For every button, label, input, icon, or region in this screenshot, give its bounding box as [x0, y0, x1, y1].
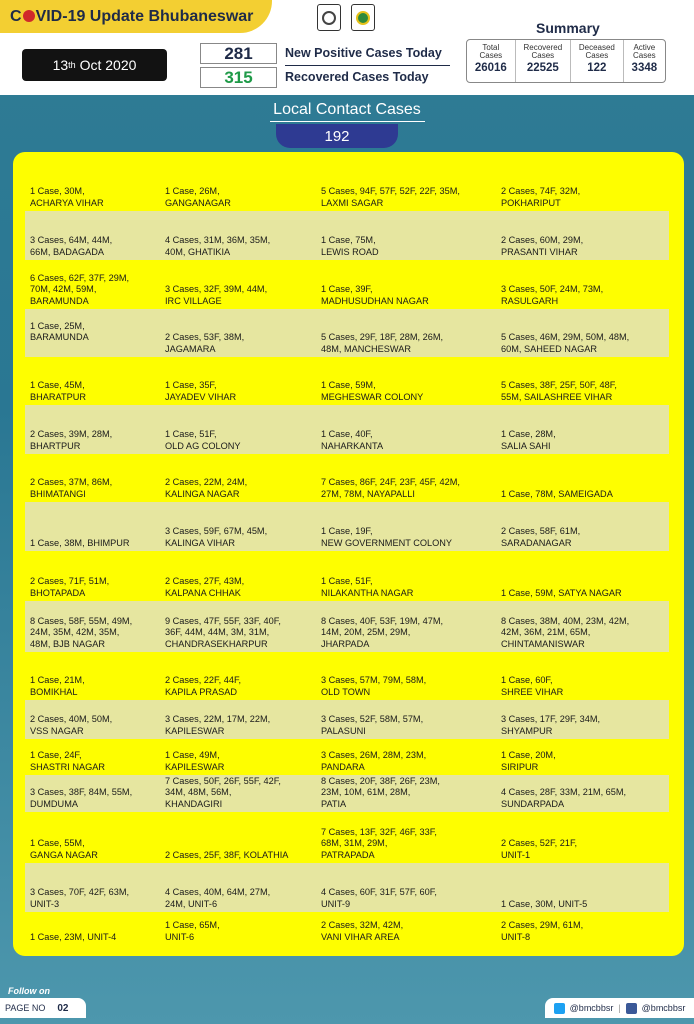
- case-text: 3 Cases, 52F, 58M, 57M, PALASUNI: [321, 714, 424, 736]
- case-text: 1 Case, 28M, SALIA SAHI: [501, 429, 556, 451]
- recovered-label: Recovered Cases Today: [285, 70, 429, 84]
- page-label: PAGE NO: [5, 1003, 46, 1013]
- case-text: 3 Cases, 50F, 24M, 73M, RASULGARH: [501, 284, 604, 306]
- case-text: 1 Case, 65M, UNIT-6: [165, 920, 220, 942]
- case-text: 5 Cases, 29F, 18F, 28M, 26M, 48M, MANCHESWAR: [321, 332, 444, 354]
- case-text: 2 Cases, 22M, 24M, KALINGA NAGAR: [165, 477, 248, 499]
- summary-cell: [624, 40, 665, 82]
- case-cell: [321, 164, 501, 211]
- case-cell: [30, 357, 160, 405]
- case-text: 2 Cases, 40M, 50M, VSS NAGAR: [30, 714, 113, 736]
- table-row: [25, 601, 669, 652]
- case-text: 4 Cases, 31M, 36M, 35M, 40M, GHATIKIA: [165, 235, 271, 257]
- case-text: 9 Cases, 47F, 55F, 33F, 40F, 36F, 44M, 44M, 3M, 31M, CHANDRASEKHARPUR: [165, 615, 281, 649]
- case-cell: [501, 211, 669, 260]
- summary-value: 122: [587, 62, 607, 74]
- municipal-logo: [351, 4, 375, 31]
- divider: [285, 65, 450, 66]
- case-cell: [321, 357, 501, 405]
- case-cell: [165, 260, 315, 309]
- table-row: [25, 260, 669, 309]
- case-cell: [501, 775, 669, 812]
- summary-label: Recovered Cases: [523, 43, 563, 60]
- case-text: 3 Cases, 59F, 67M, 45M, KALINGA VIHAR: [165, 526, 268, 548]
- case-cell: [30, 502, 160, 551]
- table-row: [25, 739, 669, 775]
- summary-label: Deceased Cases: [578, 43, 615, 60]
- case-cell: [30, 912, 160, 945]
- case-text: 1 Case, 35F, JAYADEV VIHAR: [165, 380, 237, 402]
- case-text: 1 Case, 75M, LEWIS ROAD: [321, 235, 379, 257]
- case-text: 7 Cases, 86F, 24F, 23F, 45F, 42M, 27M, 78M, NAYAPALLI: [321, 477, 460, 499]
- table-row: [25, 700, 669, 739]
- divider: [270, 121, 425, 122]
- case-text: 8 Cases, 20F, 38F, 26F, 23M, 23M, 10M, 61M, 28M, PATIA: [321, 775, 440, 809]
- case-cell: [501, 260, 669, 309]
- summary-title: Summary: [536, 20, 600, 36]
- case-cell: [501, 912, 669, 945]
- case-cell: [321, 912, 501, 945]
- page-number-tab: [0, 998, 86, 1018]
- case-cell: [30, 164, 160, 211]
- case-text: 8 Cases, 38M, 40M, 23M, 42M, 42M, 36M, 21M, 65M, CHINTAMANISWAR: [501, 615, 630, 649]
- table-row: [25, 812, 669, 863]
- case-text: 3 Cases, 64M, 44M, 66M, BADAGADA: [30, 235, 113, 257]
- case-cell: [321, 863, 501, 912]
- case-cell: [30, 211, 160, 260]
- case-cell: [501, 700, 669, 739]
- case-cell: [30, 775, 160, 812]
- case-text: 2 Cases, 22F, 44F, KAPILA PRASAD: [165, 675, 242, 697]
- case-text: 2 Cases, 32M, 42M, VANI VIHAR AREA: [321, 920, 404, 942]
- case-cell: [165, 357, 315, 405]
- case-text: 4 Cases, 40M, 64M, 27M, 24M, UNIT-6: [165, 887, 271, 909]
- case-cell: [501, 601, 669, 652]
- facebook-handle[interactable]: @bmcbbsr: [641, 1003, 686, 1013]
- case-cell: [321, 309, 501, 357]
- case-text: 3 Cases, 70F, 42F, 63M, UNIT-3: [30, 887, 130, 909]
- case-text: 1 Case, 45M, BHARATPUR: [30, 380, 86, 402]
- case-text: 1 Case, 59M, MEGHESWAR COLONY: [321, 380, 424, 402]
- case-text: 3 Cases, 38F, 84M, 55M, DUMDUMA: [30, 787, 133, 809]
- table-row: [25, 405, 669, 454]
- case-text: 2 Cases, 25F, 38F, KOLATHIA: [165, 849, 289, 860]
- social-handles: [545, 998, 694, 1018]
- facebook-icon: [626, 1003, 637, 1014]
- case-cell: [321, 405, 501, 454]
- case-text: 5 Cases, 38F, 25F, 50F, 48F, 55M, SAILASHREE VIHAR: [501, 380, 617, 402]
- case-cell: [165, 405, 315, 454]
- case-cell: [165, 164, 315, 211]
- case-cell: [321, 812, 501, 863]
- case-cell: [501, 357, 669, 405]
- case-cell: [321, 454, 501, 502]
- title-banner: [0, 0, 272, 33]
- summary-value: 3348: [631, 62, 658, 74]
- new-positive-label: New Positive Cases Today: [285, 46, 442, 60]
- case-cell: [165, 309, 315, 357]
- case-cell: [30, 260, 160, 309]
- case-text: 1 Case, 78M, SAMEIGADA: [501, 488, 613, 499]
- separator: |: [618, 1003, 621, 1013]
- case-cell: [501, 405, 669, 454]
- case-cell: [321, 211, 501, 260]
- case-text: 2 Cases, 74F, 32M, POKHARIPUT: [501, 186, 581, 208]
- case-text: 1 Case, 21M, BOMIKHAL: [30, 675, 85, 697]
- case-cell: [501, 309, 669, 357]
- recovered-count: 315: [200, 67, 277, 88]
- case-cell: [30, 812, 160, 863]
- case-text: 1 Case, 39F, MADHUSUDHAN NAGAR: [321, 284, 429, 306]
- summary-cell: [571, 40, 624, 82]
- case-text: 3 Cases, 26M, 28M, 23M, PANDARA: [321, 750, 427, 772]
- table-row: [25, 775, 669, 812]
- case-cell: [501, 739, 669, 775]
- case-text: 2 Cases, 27F, 43M, KALPANA CHHAK: [165, 576, 245, 598]
- summary-label: Total Cases: [479, 43, 503, 60]
- case-text: 3 Cases, 32F, 39M, 44M, IRC VILLAGE: [165, 284, 268, 306]
- case-cell: [165, 454, 315, 502]
- twitter-handle[interactable]: @bmcbbsr: [569, 1003, 614, 1013]
- summary-cell: [516, 40, 571, 82]
- new-positive-count: 281: [200, 43, 277, 64]
- case-text: 1 Case, 23M, UNIT-4: [30, 931, 117, 942]
- case-text: 1 Case, 38M, BHIMPUR: [30, 537, 130, 548]
- table-row: [25, 357, 669, 405]
- case-cell: [501, 652, 669, 700]
- case-cell: [165, 812, 315, 863]
- case-text: 2 Cases, 53F, 38M, JAGAMARA: [165, 332, 245, 354]
- case-cell: [30, 652, 160, 700]
- follow-label: Follow on: [8, 986, 50, 996]
- case-cell: [321, 502, 501, 551]
- date-badge: 13 th Oct 2020: [22, 49, 167, 81]
- case-cell: [30, 739, 160, 775]
- table-row: [25, 652, 669, 700]
- case-text: 7 Cases, 13F, 32F, 46F, 33F, 68M, 31M, 29M, PATRAPADA: [321, 826, 437, 860]
- case-cell: [165, 601, 315, 652]
- case-text: 2 Cases, 71F, 51M, BHOTAPADA: [30, 576, 110, 598]
- case-text: 2 Cases, 58F, 61M, SARADANAGAR: [501, 526, 581, 548]
- case-text: 1 Case, 51F, OLD AG COLONY: [165, 429, 241, 451]
- case-text: 2 Cases, 52F, 21F, UNIT-1: [501, 838, 578, 860]
- case-text: 2 Cases, 37M, 86M, BHIMATANGI: [30, 477, 113, 499]
- table-row: [25, 863, 669, 912]
- local-contact-title: Local Contact Cases: [273, 101, 421, 118]
- table-row: [25, 309, 669, 357]
- page-number: 02: [57, 1002, 69, 1014]
- case-cell: [501, 454, 669, 502]
- case-text: 4 Cases, 60F, 31F, 57F, 60F, UNIT-9: [321, 887, 437, 909]
- case-cell: [321, 652, 501, 700]
- case-cell: [165, 739, 315, 775]
- page-title: C VID-19 Update Bhubaneswar: [10, 7, 254, 25]
- case-text: 8 Cases, 58F, 55M, 49M, 24M, 35M, 42M, 35M, 48M, BJB NAGAR: [30, 615, 133, 649]
- cases-table: [13, 152, 684, 956]
- case-text: 8 Cases, 40F, 53F, 19M, 47M, 14M, 20M, 25M, 29M, JHARPADA: [321, 615, 444, 649]
- case-text: 1 Case, 60F, SHREE VIHAR: [501, 675, 564, 697]
- case-text: 1 Case, 26M, GANGANAGAR: [165, 186, 231, 208]
- virus-icon: [23, 10, 35, 22]
- summary-cell: [467, 40, 516, 82]
- case-cell: [165, 551, 315, 601]
- case-cell: [165, 775, 315, 812]
- case-text: 1 Case, 20M, SIRIPUR: [501, 750, 556, 772]
- case-cell: [321, 775, 501, 812]
- local-contact-count: 192: [276, 124, 398, 148]
- case-cell: [30, 309, 160, 357]
- table-row: [25, 551, 669, 601]
- case-cell: [321, 551, 501, 601]
- case-cell: [30, 700, 160, 739]
- table-row: [25, 912, 669, 945]
- emblem-logo: [317, 4, 341, 31]
- case-cell: [165, 652, 315, 700]
- case-cell: [321, 601, 501, 652]
- case-text: 7 Cases, 50F, 26F, 55F, 42F, 34M, 48M, 56M, KHANDAGIRI: [165, 775, 281, 809]
- case-cell: [165, 502, 315, 551]
- case-text: 1 Case, 40F, NAHARKANTA: [321, 429, 384, 451]
- case-cell: [30, 405, 160, 454]
- case-text: 5 Cases, 94F, 57F, 52F, 22F, 35M, LAXMI SAGAR: [321, 186, 460, 208]
- case-text: 4 Cases, 28F, 33M, 21M, 65M, SUNDARPADA: [501, 787, 627, 809]
- case-text: 1 Case, 55M, GANGA NAGAR: [30, 838, 98, 860]
- case-text: 2 Cases, 29M, 61M, UNIT-8: [501, 920, 584, 942]
- case-text: 3 Cases, 57M, 79M, 58M, OLD TOWN: [321, 675, 427, 697]
- case-text: 5 Cases, 46M, 29M, 50M, 48M, 60M, SAHEED NAGAR: [501, 332, 630, 354]
- case-cell: [30, 454, 160, 502]
- summary-box: [466, 39, 666, 83]
- case-text: 1 Case, 30M, UNIT-5: [501, 898, 588, 909]
- case-cell: [321, 739, 501, 775]
- case-cell: [165, 863, 315, 912]
- case-cell: [501, 502, 669, 551]
- case-text: 1 Case, 19F, NEW GOVERNMENT COLONY: [321, 526, 453, 548]
- case-text: 6 Cases, 62F, 37F, 29M, 70M, 42M, 59M, BARAMUNDA: [30, 272, 130, 306]
- case-text: 1 Case, 51F, NILAKANTHA NAGAR: [321, 576, 414, 598]
- case-text: 3 Cases, 22M, 17M, 22M, KAPILESWAR: [165, 714, 271, 736]
- case-cell: [501, 551, 669, 601]
- case-text: 1 Case, 59M, SATYA NAGAR: [501, 587, 622, 598]
- case-text: 1 Case, 25M, BARAMUNDA: [30, 320, 89, 342]
- summary-value: 22525: [526, 62, 559, 74]
- case-text: 3 Cases, 17F, 29F, 34M, SHYAMPUR: [501, 714, 601, 736]
- case-cell: [165, 700, 315, 739]
- twitter-icon: [554, 1003, 565, 1014]
- table-row: [25, 502, 669, 551]
- case-text: 2 Cases, 39M, 28M, BHARTPUR: [30, 429, 113, 451]
- case-cell: [321, 700, 501, 739]
- case-cell: [165, 211, 315, 260]
- case-cell: [321, 260, 501, 309]
- case-cell: [30, 551, 160, 601]
- case-cell: [501, 863, 669, 912]
- case-cell: [30, 601, 160, 652]
- case-cell: [165, 912, 315, 945]
- case-cell: [501, 164, 669, 211]
- table-row: [25, 164, 669, 211]
- header: [0, 0, 694, 95]
- case-text: 2 Cases, 60M, 29M, PRASANTI VIHAR: [501, 235, 584, 257]
- case-text: 1 Case, 49M, KAPILESWAR: [165, 750, 225, 772]
- table-row: [25, 211, 669, 260]
- summary-label: Active Cases: [633, 43, 656, 60]
- summary-value: 26016: [474, 62, 507, 74]
- case-cell: [501, 812, 669, 863]
- case-text: 1 Case, 24F, SHASTRI NAGAR: [30, 750, 106, 772]
- case-text: 1 Case, 30M, ACHARYA VIHAR: [30, 186, 104, 208]
- case-cell: [30, 863, 160, 912]
- table-row: [25, 454, 669, 502]
